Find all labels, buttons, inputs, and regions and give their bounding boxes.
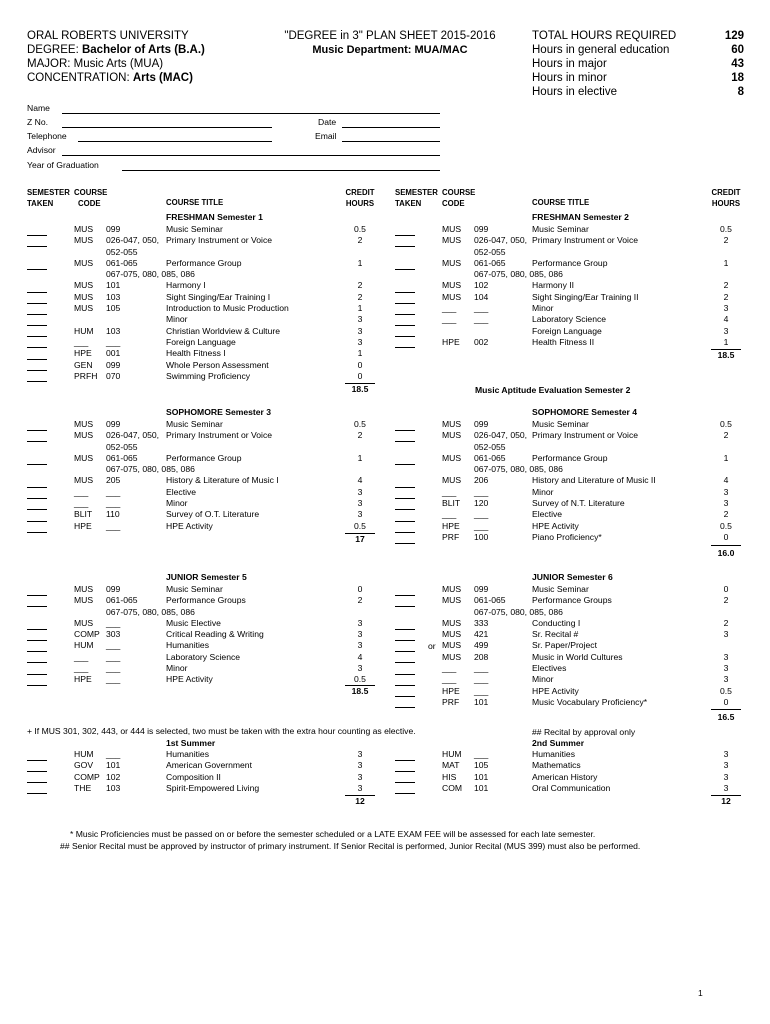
sophomore-sem4-total: 16.0: [717, 548, 735, 558]
col-semester-right: SEMESTER TAKEN: [395, 188, 438, 208]
recital-note: ## Recital by approval only: [532, 727, 636, 737]
semester-taken-blank[interactable]: [27, 674, 47, 675]
hours-label: TOTAL HOURS REQUIRED: [532, 30, 677, 42]
semester-taken-blank[interactable]: [27, 651, 47, 652]
concentration-value: Arts (MAC): [132, 72, 193, 84]
junior-sem6-title: JUNIOR Semester 6: [532, 572, 613, 582]
semester-taken-blank[interactable]: [27, 606, 47, 607]
sophomore-sem3-codes: MUS MUS MUS MUS ___ ___ BLIT HPE: [74, 419, 94, 531]
sophomore-sem4-titles: Music Seminar Primary Instrument or Voice Performance Group History and Literature of Music II Minor Survey of N.T. Literature Elective HPE Activity Piano Proficiency*: [532, 419, 656, 542]
semester-taken-blank[interactable]: [27, 595, 47, 596]
col-title-right: COURSE TITLE: [532, 198, 590, 207]
hours-value: 60: [731, 44, 744, 56]
semester-taken-blank[interactable]: [27, 771, 47, 772]
col-credit-right: CREDIT HOURS: [711, 188, 741, 208]
semester-taken-blank[interactable]: [395, 640, 415, 641]
semester-taken-blank[interactable]: [395, 303, 415, 304]
sophomore-sem3-title: SOPHOMORE Semester 3: [166, 407, 272, 417]
department-title: Music Department: MUA/MAC: [312, 44, 468, 56]
hours-value: 43: [731, 58, 744, 70]
semester-taken-blank[interactable]: [395, 292, 415, 293]
hours-value: 129: [724, 30, 744, 42]
semester-taken-blank[interactable]: [27, 269, 47, 270]
advisor-label: Advisor: [27, 145, 56, 155]
footnote-recital: ## Senior Recital must be approved by instructor of primary instrument. If Senior Recital is performed, Junior Recital (MUS 399) must also be performed.: [60, 841, 641, 851]
semester-taken-blank[interactable]: [27, 793, 47, 794]
summer2-total: 12: [721, 796, 731, 806]
junior-sem6-credits: 0 2 2 3 3 3 3 0.5 0: [720, 584, 732, 707]
semester-taken-blank[interactable]: [395, 532, 415, 533]
sophomore-sem4-title: SOPHOMORE Semester 4: [532, 407, 638, 417]
freshman-sem2-titles: Music Seminar Primary Instrument or Voice Performance Group Harmony II Sight Singing/Ear Training II Minor Laboratory Science Foreign Language Health Fitness II: [532, 224, 639, 347]
col-course-left: COURSE CODE: [74, 188, 108, 208]
semester-taken-blank[interactable]: [395, 509, 415, 510]
hours-label: Hours in major: [532, 58, 607, 70]
semester-taken-blank[interactable]: [395, 662, 415, 663]
summer1-total: 12: [355, 796, 365, 806]
semester-taken-blank[interactable]: [395, 793, 415, 794]
semester-taken-blank[interactable]: [395, 430, 415, 431]
sophomore-sem4-credits: 0.5 2 1 4 3 3 2 0.5 0: [720, 419, 732, 542]
semester-taken-blank[interactable]: [27, 629, 47, 630]
semester-taken-blank[interactable]: [27, 685, 47, 686]
semester-taken-blank[interactable]: [27, 381, 47, 382]
freshman-sem1-titles: Music Seminar Primary Instrument or Voice Performance Group Harmony I Sight Singing/Ear Training I Introduction to Music Production Minor Christian Worldview & Culture Foreign Language Health Fitness I Whole Person Assessment Swimming Proficiency: [166, 224, 289, 381]
semester-taken-blank[interactable]: [27, 782, 47, 783]
semester-taken-blank[interactable]: [27, 303, 47, 304]
total-rule: [711, 545, 741, 546]
semester-taken-blank[interactable]: [27, 464, 47, 465]
hours-value: 18: [731, 72, 744, 84]
semester-taken-blank[interactable]: [395, 246, 415, 247]
semester-taken-blank[interactable]: [395, 760, 415, 761]
hours-label: Hours in general education: [532, 44, 670, 56]
freshman-sem2-codes: MUS MUS MUS MUS MUS ___ ___ HPE: [442, 224, 462, 347]
freshman-sem1-numbers: 099 026-047, 050, 052-055 061-065 067-075, 080, 085, 086 101 103 105 103 ___ 001 099 070: [106, 224, 195, 381]
advisor-field[interactable]: [62, 155, 440, 156]
semester-taken-blank[interactable]: [395, 651, 415, 652]
semester-taken-blank[interactable]: [27, 521, 47, 522]
freshman-sem1-credits: 0.5 2 1 2 2 1 3 3 3 1 0 0: [354, 224, 366, 381]
semester-taken-blank[interactable]: [395, 487, 415, 488]
plan-title: "DEGREE in 3" PLAN SHEET 2015-2016: [284, 30, 496, 42]
semester-taken-blank[interactable]: [395, 347, 415, 348]
hours-row: [532, 57, 744, 71]
semester-taken-blank[interactable]: [395, 696, 415, 697]
semester-taken-blank[interactable]: [27, 325, 47, 326]
zno-field[interactable]: [62, 127, 272, 128]
semester-taken-blank[interactable]: [27, 235, 47, 236]
summer1-credits: 3 3 3 3: [357, 749, 363, 793]
hours-row: [532, 71, 744, 85]
semester-taken-blank[interactable]: [395, 464, 415, 465]
footnote-proficiency: * Music Proficiencies must be passed on or before the semester scheduled or a LATE EXAM FEE will be assessed for each late semester.: [70, 829, 596, 839]
hours-row: [532, 29, 744, 43]
sophomore-sem3-titles: Music Seminar Primary Instrument or Voice Performance Group History & Literature of Music I Elective Minor Survey of O.T. Literature HPE Activity: [166, 419, 279, 531]
semester-taken-blank[interactable]: [395, 336, 415, 337]
freshman-sem2-title: FRESHMAN Semester 2: [532, 212, 629, 222]
telephone-label: Telephone: [27, 131, 67, 141]
semester-taken-blank[interactable]: [27, 760, 47, 761]
summer2-credits: 3 3 3 3: [723, 749, 729, 793]
junior-sem6-numbers: 099 061-065 067-075, 080, 085, 086 333 421 499 208 ___ ___ ___ 101: [474, 584, 563, 707]
summer2-title: 2nd Summer: [532, 738, 585, 748]
semester-taken-blank[interactable]: [27, 487, 47, 488]
semester-taken-blank[interactable]: [395, 674, 415, 675]
sophomore-sem3-credits: 0.5 2 1 4 3 3 3 0.5: [354, 419, 366, 531]
aptitude-note: Music Aptitude Evaluation Semester 2: [475, 385, 631, 395]
junior-sem5-title: JUNIOR Semester 5: [166, 572, 247, 582]
semester-taken-blank[interactable]: [395, 521, 415, 522]
semester-taken-blank[interactable]: [395, 595, 415, 596]
summer2-codes: HUM MAT HIS COM: [442, 749, 463, 793]
hours-value: 8: [737, 86, 744, 98]
semester-taken-blank[interactable]: [395, 269, 415, 270]
junior-sem5-titles: Music Seminar Performance Groups Music Elective Critical Reading & Writing Humanities Laboratory Science Minor HPE Activity: [166, 584, 264, 685]
col-semester-left: SEMESTER TAKEN: [27, 188, 70, 208]
semester-taken-blank[interactable]: [27, 498, 47, 499]
semester-taken-blank[interactable]: [27, 292, 47, 293]
col-course-right: COURSE CODE: [442, 188, 476, 208]
semester-taken-blank[interactable]: [27, 370, 47, 371]
junior-sem5-credits: 0 2 3 3 3 4 3 0.5: [354, 584, 366, 685]
freshman-sem2-numbers: 099 026-047, 050, 052-055 061-065 067-075, 080, 085, 086 102 104 ___ ___ 002: [474, 224, 563, 347]
col-title-left: COURSE TITLE: [166, 198, 224, 207]
date-label: Date: [318, 117, 337, 127]
semester-taken-blank[interactable]: [27, 532, 47, 533]
hours-row: [532, 43, 744, 57]
semester-taken-blank[interactable]: [395, 325, 415, 326]
sophomore-sem3-total: 17: [355, 534, 365, 544]
junior-sem5-numbers: 099 061-065 067-075, 080, 085, 086 ___ 303 ___ ___ ___ ___: [106, 584, 195, 685]
or-marker: or: [428, 641, 436, 651]
sophomore-sem4-codes: MUS MUS MUS MUS ___ BLIT ___ HPE PRF: [442, 419, 462, 542]
elective-note: + If MUS 301, 302, 443, or 444 is selected, two must be taken with the extra hour counting as elective.: [27, 726, 416, 736]
junior-sem5-codes: MUS MUS MUS COMP HUM ___ ___ HPE: [74, 584, 100, 685]
summer2-titles: Humanities Mathematics American History Oral Communication: [532, 749, 611, 793]
summer1-title: 1st Summer: [166, 738, 216, 748]
graduation-label: Year of Graduation: [27, 160, 99, 170]
junior-sem6-titles: Music Seminar Performance Groups Conducting I Sr. Recital # Sr. Paper/Project Music in World Cultures Electives Minor HPE Activity Music Vocabulary Proficiency*: [532, 584, 648, 707]
semester-taken-blank[interactable]: [395, 629, 415, 630]
freshman-sem1-title: FRESHMAN Semester 1: [166, 212, 263, 222]
freshman-sem2-total: 18.5: [717, 350, 735, 360]
sophomore-sem3-numbers: 099 026-047, 050, 052-055 061-065 067-075, 080, 085, 086 205 ___ ___ 110 ___: [106, 419, 195, 531]
summer2-numbers: ___ 105 101 101: [474, 749, 489, 793]
hours-label: Hours in minor: [532, 72, 607, 84]
degree-value: Bachelor of Arts (B.A.): [81, 44, 205, 56]
semester-taken-blank[interactable]: [395, 498, 415, 499]
date-field[interactable]: [342, 127, 440, 128]
freshman-sem1-total: 18.5: [351, 384, 369, 394]
summer1-numbers: ___ 101 102 103: [106, 749, 121, 793]
concentration-line: CONCENTRATION: Arts (MAC): [27, 72, 193, 84]
page-number: 1: [698, 988, 703, 998]
header-center: [260, 29, 520, 57]
telephone-field[interactable]: [78, 141, 272, 142]
semester-taken-blank[interactable]: [395, 606, 415, 607]
graduation-field[interactable]: [122, 170, 440, 171]
junior-sem5-total: 18.5: [351, 686, 369, 696]
semester-taken-blank[interactable]: [395, 685, 415, 686]
header-left: [27, 29, 205, 85]
semester-taken-blank[interactable]: [27, 314, 47, 315]
semester-taken-blank[interactable]: [27, 430, 47, 431]
hours-summary: [532, 29, 744, 99]
semester-taken-blank[interactable]: [27, 640, 47, 641]
semester-taken-blank[interactable]: [27, 246, 47, 247]
semester-taken-blank[interactable]: [395, 782, 415, 783]
hours-label: Hours in elective: [532, 86, 618, 98]
major-line: MAJOR: Music Arts (MUA): [27, 58, 164, 70]
summer1-titles: Humanities American Government Composition II Spirit-Empowered Living: [166, 749, 260, 793]
semester-taken-blank[interactable]: [395, 235, 415, 236]
degree-line: DEGREE: Bachelor of Arts (B.A.): [27, 44, 205, 56]
semester-taken-blank[interactable]: [27, 662, 47, 663]
col-credit-left: CREDIT HOURS: [345, 188, 375, 208]
junior-sem6-total: 16.5: [717, 712, 735, 722]
semester-taken-blank[interactable]: [395, 314, 415, 315]
freshman-sem1-codes: MUS MUS MUS MUS MUS MUS HUM ___ HPE GEN PRFH: [74, 224, 98, 381]
semester-taken-blank[interactable]: [27, 336, 47, 337]
sophomore-sem4-numbers: 099 026-047, 050, 052-055 061-065 067-075, 080, 085, 086 206 ___ 120 ___ ___ 100: [474, 419, 563, 542]
freshman-sem2-credits: 0.5 2 1 2 2 3 4 3 1: [720, 224, 732, 347]
semester-taken-blank[interactable]: [395, 707, 415, 708]
semester-taken-blank[interactable]: [27, 359, 47, 360]
email-field[interactable]: [342, 141, 440, 142]
summer1-codes: HUM GOV COMP THE: [74, 749, 100, 793]
zno-label: Z No.: [27, 117, 49, 127]
semester-taken-blank[interactable]: [395, 543, 415, 544]
name-field[interactable]: [62, 113, 440, 114]
semester-taken-blank[interactable]: [27, 509, 47, 510]
total-rule: [711, 709, 741, 710]
semester-taken-blank[interactable]: [395, 771, 415, 772]
name-label: Name: [27, 103, 50, 113]
hours-row: [532, 85, 744, 99]
university-name: ORAL ROBERTS UNIVERSITY: [27, 30, 189, 42]
semester-taken-blank[interactable]: [395, 441, 415, 442]
junior-sem6-codes: MUS MUS MUS MUS MUS MUS ___ ___ HPE PRF: [442, 584, 462, 707]
email-label: Email: [315, 131, 337, 141]
semester-taken-blank[interactable]: [27, 347, 47, 348]
semester-taken-blank[interactable]: [27, 441, 47, 442]
